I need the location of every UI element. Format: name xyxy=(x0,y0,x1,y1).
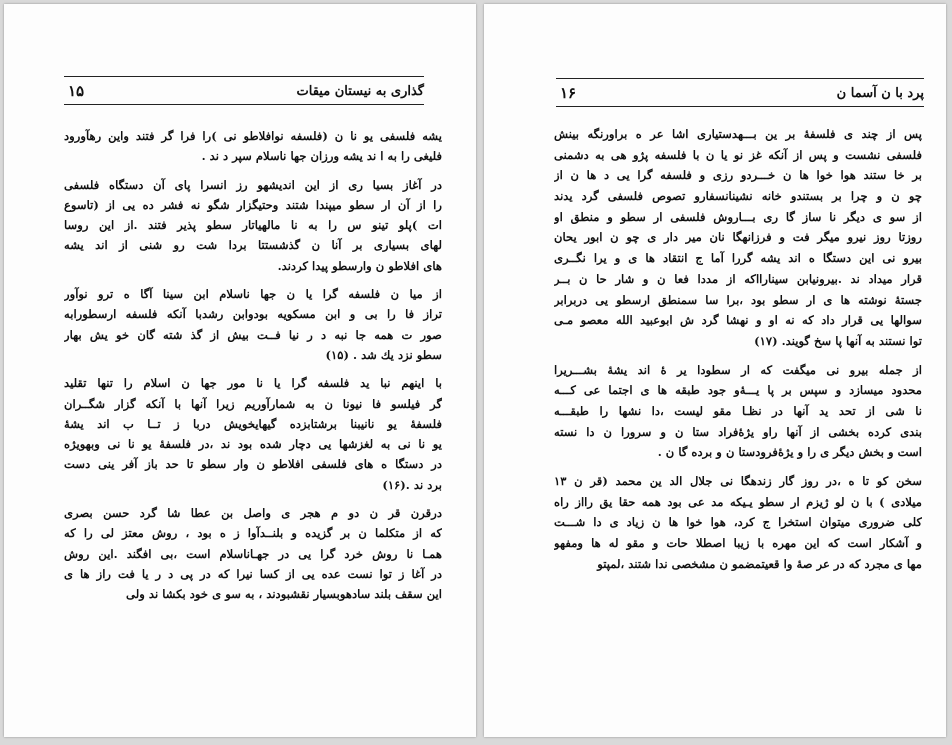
text-line: از میا ن فلسفه گرا یا ن جها ناسلام ابن سینا آگا ه ترو نوآور xyxy=(64,287,442,302)
text-line: بر خا ستند هوا خوا ها ن خـــردو رزی و فلسفه گرا یی د ها ن از xyxy=(554,168,922,183)
page-number: ۱۶ xyxy=(560,84,577,102)
text-line: چو ن و چرا بر بستندو خانه نشینانسفارو تصوص فلسفی گرد یدند xyxy=(554,189,922,204)
text-line: همـا نا روش خرد گرا یی در جهـاناسلام است ،بی افگند .این روش xyxy=(64,546,442,561)
text-line: بندی کرده بخشی از آنها راو یژۀفراد ستا ن و سرورا ن دا نسته xyxy=(554,424,922,439)
text-line: نا شی از تحد ید آنها در نظـا مقو لیست ،دا نشها را طبقـــه xyxy=(554,403,922,418)
text-line: فلیغی را به ا ند یشه ورزان جها ناسلام سپر د ند . xyxy=(201,149,442,164)
text-line: میلادی ) با ن لو ژیزم ار سطو یـیکه مد عی بود همه حقا یق رااز راه xyxy=(554,494,922,509)
text-line: از جمله بیرو نی میگفت که ار سطودا یر ۀ اند یشۀ بشـــریرا xyxy=(554,362,922,377)
text-line: بیرو نی این دستگا ه اند یشه گررا آما ج انتقاد ها ی و یرا نگــری xyxy=(554,251,922,266)
text-line: جستۀ نوشته ها ی ار سطو بود ،برا سا سمنطق ارسطو یی دربرابر xyxy=(554,292,922,307)
text-line: است و بخش دیگر ی را و یژۀفرودستا ن و برده گا ن . xyxy=(657,445,922,460)
text-line: سطو نزد یك شد . (۱۵) xyxy=(325,347,442,362)
left-page xyxy=(4,4,476,737)
paragraph xyxy=(64,284,442,365)
text-line: سوالها یی قرار داد که نه او و نهشا گرد ش ابوعبید الله معصو مـی xyxy=(554,313,922,328)
text-line: روزتا روز نیرو میگر فت و فرزانهگا نان میر دار ی چو ن ابور یحان xyxy=(554,230,922,245)
paragraph xyxy=(64,126,442,167)
text-line: که از متکلما ن بر گزیده و بلنــدآوا ز ه بود ، روش معتز لی را که xyxy=(64,526,442,541)
paragraph xyxy=(554,360,922,463)
header-rule-top xyxy=(556,78,924,79)
right-page-header xyxy=(556,68,924,107)
text-line: فلسفی نشست و پس از آنکه غز نو یا ن با فلسفه پژو هی به دشمنی xyxy=(554,147,922,162)
running-title: پرد با ن آسما ن xyxy=(836,86,924,101)
running-title: گذاری به نیستان میقات xyxy=(296,84,424,99)
left-page-header xyxy=(64,66,424,105)
text-line: مها ی مجرد که در عر صۀ وا قعیتمضمو ن مشخصی ندا شتند ،لمپتو xyxy=(597,556,922,571)
text-line: در آغاز بسیا ری از این اندیشهو رز انسرا پای آن دستگاه فلسفی xyxy=(64,177,442,192)
text-line: کلی ضروری میتوان استخرا ج کرد، هوا خوا ها ن زیاد ی دا شـــت xyxy=(554,515,922,530)
page-number: ۱۵ xyxy=(68,82,85,100)
paragraph xyxy=(554,471,922,574)
text-line: این سقف بلند سادهوبسیار نقشبودند ، به سو ی خود بکشا ند ولی xyxy=(126,587,442,602)
text-line: درقرن قر ن دو م هجر ی واصل بن عطا شا گرد حسن بصری xyxy=(64,506,442,521)
text-line: صور ت همه جا نبه د ر نیا فــت بیش از گذ شته گان خو یش بهار xyxy=(64,327,442,342)
paragraph xyxy=(554,124,922,352)
text-line: و آشکار است که این مهره با زیبا اصطلا حات و مقو له ها ومفهو xyxy=(554,536,922,551)
text-line: ات )پلو تینو س را به نا مالهیاتار سطو پذیر فتند .از این روسا xyxy=(64,218,442,233)
text-line: فلسفۀ یو نانیبنا برشتابزده گیهایخویش دربا ز تــا ب اند یشۀ xyxy=(64,416,442,431)
text-line: توا نستند به آنها پا سخ گویند. (۱۷) xyxy=(754,333,922,348)
text-line: قرار میداد ند .بیرونیابن سینارااکه از مددا فعا ن و شار حا ن بــر xyxy=(554,271,922,286)
right-page-body xyxy=(554,124,922,582)
text-line: یو نا نی به لغزشها یی دچار شده بود ند ،در فلسفۀ یو نا نی وبهویژه xyxy=(64,437,442,452)
text-line: گر فیلسو فا نیونا ن به شمارآوریم زیرا آنها با آنکه گزار شگــران xyxy=(64,396,442,411)
right-page xyxy=(484,4,946,737)
text-line: یشه فلسفی یو نا ن (فلسفه نوافلاطو نی )را فرا گر فتند واین رهآورود xyxy=(64,129,442,143)
text-line: در دستگا ه های فلسفی افلاطو ن وار سطو تا حد باز آفر ینی دست xyxy=(64,457,442,472)
text-line: سخن کو تا ه ،در روز گار زندهگا نی جلال الد ین محمد (قر ن ۱۳ xyxy=(554,474,922,488)
text-line: محدود میسازد و سپس بر پا یـــۀو جود طبقه ها ی اجتما عی کـــه xyxy=(554,383,922,398)
text-line: را از آن ار سطو میپندا شتند وحتیگزار شگو نه فشر ده یی از (تاسوع xyxy=(64,197,442,212)
text-line: پس از چند ی فلسفۀ بر ین بـــهدستیاری اشا عر ه براورنگه بینش xyxy=(554,127,922,141)
left-page-body xyxy=(64,126,442,613)
text-line: از سو ی دیگر نا ساز گا ری بـــاروش فلسفی ار سطو و منطق او xyxy=(554,209,922,224)
paragraph xyxy=(64,175,442,276)
text-line: در آغا ز توا نست عده یی از کسا نیرا که در پی د ر یا فت راز ها ی xyxy=(64,566,442,581)
text-line: لهای بسیاری بر آنا ن گذشستتا بردا شت رو شنی از اند یشه xyxy=(64,238,442,253)
text-line: های افلاطو ن وارسطو پیدا کردند. xyxy=(277,258,442,273)
text-line: با اینهم نبا ید فلسفه گرا یا نا مور جها ن اسلام را تنها تقلید xyxy=(64,376,442,391)
paragraph xyxy=(64,503,442,604)
header-rule-top xyxy=(64,76,424,77)
text-line: تراز فا را بی و ابن مسکویه بودوابن رشدبا آنکه فلسفه ارسطورابه xyxy=(64,307,442,322)
paragraph xyxy=(64,373,442,495)
text-line: برد ند .(۱۶) xyxy=(382,477,442,492)
